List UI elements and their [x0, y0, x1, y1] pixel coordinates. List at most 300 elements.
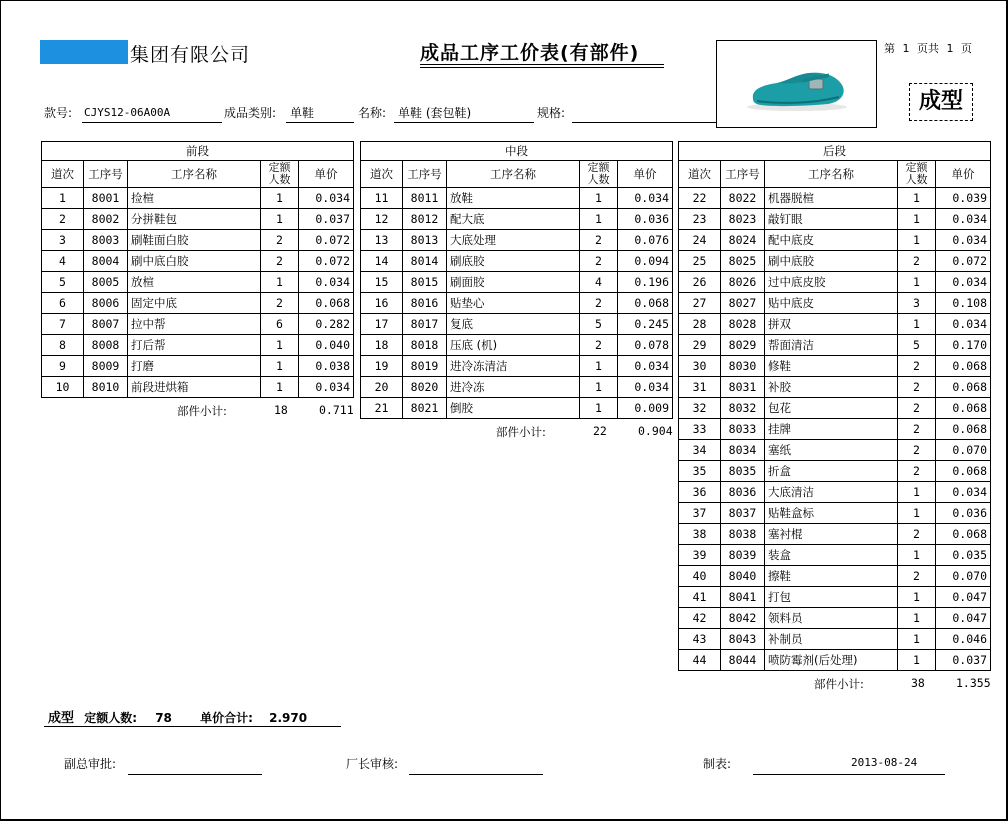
cell-seq: 4 [42, 251, 84, 272]
cell-seq: 43 [679, 629, 721, 650]
cell-quota: 1 [261, 209, 299, 230]
cell-seq: 27 [679, 293, 721, 314]
cell-quota: 1 [261, 272, 299, 293]
title-underline [420, 64, 664, 65]
cell-seq: 8 [42, 335, 84, 356]
cell-price: 0.036 [936, 503, 991, 524]
cell-name: 敲钉眼 [765, 209, 898, 230]
cell-code: 8037 [721, 503, 765, 524]
cell-price: 0.108 [936, 293, 991, 314]
cell-name: 刷鞋面白胶 [128, 230, 261, 251]
cell-name: 放鞋 [447, 188, 580, 209]
subtotal-label: 部件小计: [814, 677, 864, 691]
cell-name: 配大底 [447, 209, 580, 230]
cell-price: 0.072 [936, 251, 991, 272]
cell-seq: 41 [679, 587, 721, 608]
table-row [361, 209, 673, 230]
cell-quota: 1 [898, 587, 936, 608]
cell-quota: 1 [898, 629, 936, 650]
table-row [679, 251, 991, 272]
cell-code: 8010 [84, 377, 128, 398]
cell-seq: 3 [42, 230, 84, 251]
cell-seq: 20 [361, 377, 403, 398]
cell-seq: 36 [679, 482, 721, 503]
table-row [42, 356, 354, 377]
cell-quota: 6 [261, 314, 299, 335]
vp-approval-line [128, 774, 262, 775]
cell-price: 0.068 [936, 524, 991, 545]
column-header-quota-line2: 人数 [268, 173, 291, 186]
cell-seq: 5 [42, 272, 84, 293]
cell-code: 8003 [84, 230, 128, 251]
table-row [679, 503, 991, 524]
cell-code: 8024 [721, 230, 765, 251]
table-row [361, 314, 673, 335]
cell-price: 0.072 [299, 230, 354, 251]
cell-price: 0.068 [936, 398, 991, 419]
cell-price: 0.035 [936, 545, 991, 566]
cell-seq: 30 [679, 356, 721, 377]
cell-quota: 1 [580, 377, 618, 398]
subtotal-label: 部件小计: [177, 404, 227, 418]
cell-name: 大底处理 [447, 230, 580, 251]
column-header-quota-line2: 人数 [905, 173, 928, 186]
summary-stage: 成型 [48, 711, 75, 726]
column-header-quota-line1: 定额 [268, 161, 291, 174]
table-row [42, 251, 354, 272]
cell-price: 0.282 [299, 314, 354, 335]
cell-code: 8023 [721, 209, 765, 230]
cell-name: 过中底皮胶 [765, 272, 898, 293]
cell-name: 擦鞋 [765, 566, 898, 587]
segment-table [678, 141, 991, 671]
table-row [361, 272, 673, 293]
cell-code: 8012 [403, 209, 447, 230]
cell-seq: 2 [42, 209, 84, 230]
cell-code: 8013 [403, 230, 447, 251]
shoe-photo [716, 40, 877, 128]
cell-price: 0.034 [299, 377, 354, 398]
cell-price: 0.034 [618, 377, 673, 398]
cell-seq: 17 [361, 314, 403, 335]
cell-code: 8006 [84, 293, 128, 314]
table-row [42, 272, 354, 293]
table-row [679, 230, 991, 251]
cell-name: 塞纸 [765, 440, 898, 461]
cell-seq: 40 [679, 566, 721, 587]
cell-code: 8026 [721, 272, 765, 293]
cell-price: 0.034 [618, 356, 673, 377]
cell-quota: 2 [580, 293, 618, 314]
cell-code: 8036 [721, 482, 765, 503]
cell-seq: 15 [361, 272, 403, 293]
table-row [42, 314, 354, 335]
table-row [679, 566, 991, 587]
cell-code: 8025 [721, 251, 765, 272]
subtotal-quota: 18 [274, 403, 288, 417]
subtotal-price: 1.355 [956, 676, 991, 690]
table-row [361, 356, 673, 377]
cell-name: 拼双 [765, 314, 898, 335]
cell-seq: 21 [361, 398, 403, 419]
style-label: 款号: [44, 106, 73, 120]
cell-price: 0.068 [936, 356, 991, 377]
director-review-line [409, 774, 543, 775]
cell-name: 拉中帮 [128, 314, 261, 335]
cell-quota: 1 [898, 314, 936, 335]
cell-code: 8018 [403, 335, 447, 356]
table-row [679, 482, 991, 503]
cell-price: 0.034 [936, 482, 991, 503]
cell-quota: 2 [580, 230, 618, 251]
cell-price: 0.040 [299, 335, 354, 356]
cell-price: 0.094 [618, 251, 673, 272]
table-row [361, 398, 673, 419]
column-header-seq: 道次 [361, 161, 403, 188]
cell-quota: 1 [898, 230, 936, 251]
segment-table [360, 141, 673, 419]
cell-seq: 9 [42, 356, 84, 377]
cell-code: 8035 [721, 461, 765, 482]
cell-quota: 1 [261, 188, 299, 209]
cell-name: 配中底皮 [765, 230, 898, 251]
cell-name: 装盒 [765, 545, 898, 566]
cell-seq: 33 [679, 419, 721, 440]
cell-quota: 2 [261, 251, 299, 272]
cell-quota: 1 [898, 209, 936, 230]
cell-quota: 1 [898, 650, 936, 671]
cell-name: 包花 [765, 398, 898, 419]
cell-price: 0.070 [936, 566, 991, 587]
table-row [679, 209, 991, 230]
cell-seq: 12 [361, 209, 403, 230]
cell-quota: 1 [898, 482, 936, 503]
column-header-price: 单价 [299, 161, 354, 188]
cell-price: 0.034 [299, 272, 354, 293]
title-underline [420, 67, 664, 68]
cell-seq: 35 [679, 461, 721, 482]
cell-quota: 1 [898, 272, 936, 293]
cell-code: 8044 [721, 650, 765, 671]
style-underline [82, 122, 222, 123]
cell-quota: 2 [898, 251, 936, 272]
cell-quota: 1 [580, 188, 618, 209]
column-header-code: 工序号 [721, 161, 765, 188]
cell-quota: 1 [898, 608, 936, 629]
cell-name: 领料员 [765, 608, 898, 629]
cell-price: 0.047 [936, 587, 991, 608]
cell-name: 打包 [765, 587, 898, 608]
cell-code: 8039 [721, 545, 765, 566]
cell-code: 8015 [403, 272, 447, 293]
cell-quota: 5 [898, 335, 936, 356]
cell-seq: 11 [361, 188, 403, 209]
cell-name: 修鞋 [765, 356, 898, 377]
cell-quota: 1 [261, 377, 299, 398]
cell-price: 0.036 [618, 209, 673, 230]
table-row [679, 545, 991, 566]
subtotal-price: 0.711 [319, 403, 354, 417]
page-title: 成品工序工价表(有部件) [420, 42, 640, 64]
table-row [679, 335, 991, 356]
category-underline [286, 122, 354, 123]
cell-seq: 42 [679, 608, 721, 629]
cell-price: 0.170 [936, 335, 991, 356]
cell-code: 8042 [721, 608, 765, 629]
vp-approval-label: 副总审批: [64, 757, 117, 771]
name-underline [394, 122, 534, 123]
cell-quota: 2 [580, 251, 618, 272]
cell-name: 刷底胶 [447, 251, 580, 272]
table-row [361, 230, 673, 251]
table-row [361, 335, 673, 356]
cell-code: 8002 [84, 209, 128, 230]
table-row [679, 629, 991, 650]
cell-price: 0.038 [299, 356, 354, 377]
cell-code: 8020 [403, 377, 447, 398]
column-header-seq: 道次 [679, 161, 721, 188]
cell-price: 0.039 [936, 188, 991, 209]
table-row [42, 377, 354, 398]
segment-table [41, 141, 354, 398]
cell-quota: 5 [580, 314, 618, 335]
cell-name: 补胶 [765, 377, 898, 398]
cell-seq: 1 [42, 188, 84, 209]
name-value: 单鞋 (套包鞋) [398, 106, 472, 120]
cell-name: 复底 [447, 314, 580, 335]
table-row [679, 587, 991, 608]
segment-title: 后段 [679, 142, 991, 161]
table-row [679, 356, 991, 377]
category-label: 成品类别: [224, 106, 277, 120]
cell-code: 8017 [403, 314, 447, 335]
company-name: 集团有限公司 [130, 44, 251, 66]
column-header-name: 工序名称 [765, 161, 898, 188]
cell-code: 8021 [403, 398, 447, 419]
table-row [679, 650, 991, 671]
cell-name: 刷中底胶 [765, 251, 898, 272]
column-header-quota-line1: 定额 [587, 161, 610, 174]
table-row [679, 293, 991, 314]
cell-name: 贴垫心 [447, 293, 580, 314]
cell-name: 刷中底白胶 [128, 251, 261, 272]
segment-title: 中段 [361, 142, 673, 161]
cell-code: 8033 [721, 419, 765, 440]
cell-name: 塞衬棍 [765, 524, 898, 545]
table-row [42, 188, 354, 209]
summary-underline [44, 726, 341, 727]
cell-quota: 1 [898, 188, 936, 209]
cell-seq: 26 [679, 272, 721, 293]
column-header-price: 单价 [618, 161, 673, 188]
cell-price: 0.068 [299, 293, 354, 314]
cell-code: 8030 [721, 356, 765, 377]
cell-price: 0.245 [618, 314, 673, 335]
spec-underline [572, 122, 716, 123]
cell-price: 0.037 [299, 209, 354, 230]
cell-quota: 2 [898, 461, 936, 482]
shoe-icon [717, 41, 877, 128]
cell-quota: 2 [898, 566, 936, 587]
table-row [679, 419, 991, 440]
cell-price: 0.034 [936, 209, 991, 230]
table-row [42, 209, 354, 230]
cell-seq: 13 [361, 230, 403, 251]
cell-quota: 1 [898, 503, 936, 524]
cell-price: 0.076 [618, 230, 673, 251]
table-row [679, 377, 991, 398]
cell-name: 打磨 [128, 356, 261, 377]
cell-code: 8011 [403, 188, 447, 209]
cell-code: 8043 [721, 629, 765, 650]
summary-quota-label: 定额人数: [84, 711, 138, 725]
cell-seq: 7 [42, 314, 84, 335]
cell-code: 8031 [721, 377, 765, 398]
table-row [679, 440, 991, 461]
cell-quota: 3 [898, 293, 936, 314]
cell-price: 0.034 [936, 314, 991, 335]
cell-price: 0.046 [936, 629, 991, 650]
maker-line [753, 774, 945, 775]
cell-code: 8040 [721, 566, 765, 587]
table-row [361, 251, 673, 272]
table-row [361, 293, 673, 314]
column-header-quota-line2: 人数 [587, 173, 610, 186]
cell-price: 0.034 [936, 230, 991, 251]
cell-price: 0.034 [618, 188, 673, 209]
cell-name: 捡楦 [128, 188, 261, 209]
cell-seq: 38 [679, 524, 721, 545]
column-header-quota [261, 161, 299, 188]
cell-price: 0.070 [936, 440, 991, 461]
cell-name: 刷面胶 [447, 272, 580, 293]
subtotal-quota: 22 [593, 424, 607, 438]
cell-seq: 18 [361, 335, 403, 356]
cell-price: 0.068 [936, 461, 991, 482]
cell-seq: 25 [679, 251, 721, 272]
cell-seq: 44 [679, 650, 721, 671]
cell-name: 倒胶 [447, 398, 580, 419]
cell-code: 8004 [84, 251, 128, 272]
cell-code: 8041 [721, 587, 765, 608]
cell-code: 8028 [721, 314, 765, 335]
column-header-quota [580, 161, 618, 188]
table-row [679, 398, 991, 419]
cell-name: 补制员 [765, 629, 898, 650]
segment-title: 前段 [42, 142, 354, 161]
cell-price: 0.034 [936, 272, 991, 293]
cell-name: 大底清洁 [765, 482, 898, 503]
cell-quota: 4 [580, 272, 618, 293]
cell-seq: 39 [679, 545, 721, 566]
cell-name: 放楦 [128, 272, 261, 293]
cell-price: 0.072 [299, 251, 354, 272]
cell-quota: 2 [580, 335, 618, 356]
table-row [679, 524, 991, 545]
cell-name: 挂牌 [765, 419, 898, 440]
cell-name: 压底 (机) [447, 335, 580, 356]
table-row [679, 461, 991, 482]
cell-price: 0.078 [618, 335, 673, 356]
column-header-code: 工序号 [84, 161, 128, 188]
cell-quota: 2 [898, 377, 936, 398]
table-row [42, 293, 354, 314]
cell-code: 8034 [721, 440, 765, 461]
cell-seq: 22 [679, 188, 721, 209]
cell-code: 8007 [84, 314, 128, 335]
table-row [679, 608, 991, 629]
cell-seq: 14 [361, 251, 403, 272]
cell-price: 0.037 [936, 650, 991, 671]
cell-seq: 19 [361, 356, 403, 377]
cell-name: 贴中底皮 [765, 293, 898, 314]
cell-seq: 24 [679, 230, 721, 251]
cell-quota: 2 [261, 230, 299, 251]
cell-price: 0.034 [299, 188, 354, 209]
column-header-code: 工序号 [403, 161, 447, 188]
cell-code: 8016 [403, 293, 447, 314]
cell-price: 0.009 [618, 398, 673, 419]
table-row [42, 335, 354, 356]
spec-label: 规格: [537, 106, 566, 120]
table-row [679, 188, 991, 209]
cell-price: 0.068 [936, 419, 991, 440]
column-header-quota [898, 161, 936, 188]
cell-quota: 1 [261, 356, 299, 377]
summary-quota-total: 78 [155, 711, 172, 725]
cell-quota: 2 [898, 398, 936, 419]
cell-name: 固定中底 [128, 293, 261, 314]
cell-code: 8001 [84, 188, 128, 209]
cell-code: 8008 [84, 335, 128, 356]
cell-seq: 31 [679, 377, 721, 398]
column-header-quota-line1: 定额 [905, 161, 928, 174]
cell-seq: 28 [679, 314, 721, 335]
summary-price-label: 单价合计: [200, 711, 253, 725]
cell-name: 打后帮 [128, 335, 261, 356]
cell-quota: 1 [580, 398, 618, 419]
cell-name: 前段进烘箱 [128, 377, 261, 398]
cell-quota: 2 [898, 356, 936, 377]
subtotal-label: 部件小计: [496, 425, 546, 439]
table-row [361, 188, 673, 209]
cell-quota: 1 [898, 545, 936, 566]
cell-code: 8009 [84, 356, 128, 377]
cell-seq: 16 [361, 293, 403, 314]
table-row [361, 377, 673, 398]
cell-quota: 1 [261, 335, 299, 356]
column-header-price: 单价 [936, 161, 991, 188]
cell-name: 进冷冻清洁 [447, 356, 580, 377]
category-value: 单鞋 [290, 106, 315, 120]
cell-code: 8032 [721, 398, 765, 419]
cell-quota: 2 [261, 293, 299, 314]
cell-code: 8005 [84, 272, 128, 293]
column-header-name: 工序名称 [128, 161, 261, 188]
cell-seq: 10 [42, 377, 84, 398]
cell-seq: 23 [679, 209, 721, 230]
maker-label: 制表: [703, 757, 732, 771]
table-date: 2013-08-24 [851, 756, 918, 769]
subtotal-quota: 38 [911, 676, 925, 690]
page-info: 第 1 页共 1 页 [884, 42, 972, 55]
cell-seq: 34 [679, 440, 721, 461]
cell-quota: 2 [898, 524, 936, 545]
cell-name: 进冷冻 [447, 377, 580, 398]
cell-code: 8014 [403, 251, 447, 272]
cell-price: 0.196 [618, 272, 673, 293]
table-row [679, 314, 991, 335]
